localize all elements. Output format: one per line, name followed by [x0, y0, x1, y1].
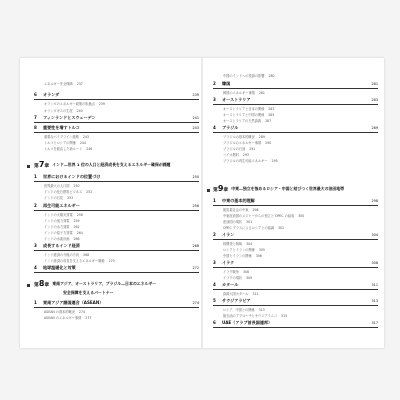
toc-entry-text: 中東産油国のメジャーからの独立と OPEC の結成 — [223, 214, 295, 218]
toc-entry-text: インドの太陽光発電 — [44, 213, 73, 217]
toc-entry — [213, 158, 378, 163]
toc-entry-page: 264 — [76, 231, 83, 235]
section-number: 8 — [34, 125, 37, 130]
toc-section — [34, 92, 199, 100]
toc-entry-page: 283 — [268, 107, 275, 111]
toc-entry-text: インドの水素計画 — [44, 237, 70, 241]
chapter-title-line2: 安全保障を支えるパートナー — [63, 290, 114, 295]
section-title: イラン — [222, 232, 235, 237]
toc-entry-page: 290 — [265, 141, 272, 145]
toc-entry-page: 301 — [246, 220, 253, 224]
section-page: 274 — [192, 301, 199, 305]
section-page: 241 — [192, 116, 199, 120]
section-page: 304 — [371, 233, 378, 237]
toc-entry-page: 239 — [98, 102, 105, 106]
toc-entry — [213, 73, 378, 78]
section-title: オランダ — [43, 92, 60, 97]
section-number: 2 — [213, 81, 216, 86]
toc-entry — [34, 195, 199, 200]
toc-entry-text: ロシアとイランの関係 — [223, 248, 255, 252]
toc-entry-text: ブラジルの再生可能エネルギー — [223, 159, 268, 163]
toc-section — [213, 97, 378, 105]
toc-entry-text: インドの原子力発電 — [44, 231, 73, 235]
toc-entry-text: 脱炭素社会の中東 — [223, 208, 249, 212]
toc-entry — [34, 252, 199, 257]
toc-entry — [213, 152, 378, 157]
section-number: 4 — [34, 265, 37, 270]
toc-entry — [213, 134, 378, 139]
toc-entry-text: インド経済の成長を支えるエネルギー戦略 — [44, 259, 105, 263]
toc-entry — [34, 212, 199, 217]
section-title: オーストラリア — [222, 97, 251, 102]
toc-section — [34, 265, 199, 273]
toc-section — [213, 298, 378, 306]
toc-entry-text: ロシア、中国との関係 — [223, 308, 255, 312]
toc-entry-page: 315 — [281, 314, 288, 318]
toc-entry-page: 300 — [298, 214, 305, 218]
toc-entry-text: インド経済の今後の方向 — [44, 253, 80, 257]
toc-entry-text: インドの化石燃料ビジネス — [44, 190, 83, 194]
section-number: 3 — [213, 97, 216, 102]
toc-entry — [213, 275, 378, 280]
toc-entry — [34, 108, 199, 113]
toc-entry-text: 韓国のエネルギー事情 — [223, 91, 255, 95]
toc-entry — [34, 183, 199, 188]
section-title: 再生可能エネルギー — [43, 203, 80, 208]
toc-entry-text: トルコとロシアの関係 — [44, 141, 76, 145]
toc-entry — [213, 140, 378, 145]
toc-entry-page: 298 — [252, 208, 259, 212]
toc-entry — [34, 81, 199, 86]
section-page: 283 — [371, 98, 378, 102]
section-number: 1 — [213, 198, 216, 203]
chapter-label: 第7章 — [34, 160, 50, 169]
section-title: ブラジル — [222, 125, 239, 130]
section-title: UAE（アラブ首長国連邦） — [222, 320, 273, 325]
toc-entry-page: 266 — [73, 237, 80, 241]
toc-entry-text: 世界最大の人口国 — [44, 184, 70, 188]
section-title: 世界におけるインドの位置づけ — [43, 174, 101, 179]
toc-entry — [34, 230, 199, 235]
toc-entry — [213, 225, 378, 230]
left-page — [34, 58, 204, 348]
section-page: 298 — [371, 199, 378, 203]
toc-section — [213, 282, 378, 290]
toc-entry-page: 306 — [255, 254, 262, 258]
toc-entry-text: ブラジルの基本的概況 — [223, 135, 255, 139]
section-title: イラク — [222, 260, 235, 265]
toc-entry-page: 240 — [76, 109, 83, 113]
toc-section — [34, 243, 199, 251]
toc-entry-text: ASEAN のエネルギー事情 — [44, 316, 82, 320]
toc-entry-page: 253 — [67, 196, 74, 200]
section-title: 地球温暖化と対策 — [43, 265, 76, 270]
section-number: 4 — [213, 125, 216, 130]
toc-entry — [34, 236, 199, 241]
toc-entry-text: エネルギー安全保障 — [44, 82, 73, 86]
section-page: 313 — [371, 299, 378, 303]
toc-entry — [213, 269, 378, 274]
section-page: 256 — [192, 204, 199, 208]
chapter-title: インド―世界 1 位の人口と経済成長を支えるエネルギー確保が課題 — [52, 161, 171, 167]
section-page: 281 — [371, 82, 378, 86]
toc-entry — [34, 315, 199, 320]
toc-entry-text: 脱石油のアプローチとサウジアラムコ — [223, 314, 278, 318]
toc-entry-text: 中国のインドへの投資の影響 — [223, 74, 265, 78]
toc-entry — [34, 140, 199, 145]
toc-entry-text: 中国とイランの関係 — [223, 254, 252, 258]
toc-entry-page: 291 — [249, 147, 256, 151]
toc-entry-page: 287 — [265, 119, 272, 123]
toc-entry-text: 産油国の現状 — [223, 220, 243, 224]
toc-entry-text: インドの風力発電 — [44, 219, 70, 223]
toc-entry — [34, 146, 199, 151]
toc-entry-text: ブラジルの石油 — [223, 147, 246, 151]
toc-entry — [213, 213, 378, 218]
section-title: サウジアラビア — [222, 298, 251, 303]
section-number: 1 — [34, 300, 37, 305]
toc-entry-text: オーストラリアの天然資源 — [223, 119, 262, 123]
section-title: 東南アジア諸国連合（ASEAN） — [43, 300, 104, 305]
toc-entry-page: 256 — [76, 213, 83, 217]
section-title: 韓国 — [222, 81, 231, 86]
section-page: 243 — [192, 126, 199, 130]
section-number: 1 — [34, 174, 37, 179]
toc-entry-page: 289 — [258, 135, 265, 139]
toc-entry-page: 243 — [82, 135, 89, 139]
toc-entry-text: オーストラリアと日本の関係 — [223, 107, 265, 111]
toc-entry — [213, 307, 378, 312]
toc-section — [213, 81, 378, 89]
toc-section — [34, 115, 199, 123]
toc-entry-page: 309 — [246, 276, 253, 280]
section-page: 289 — [371, 126, 378, 130]
toc-entry-page: 259 — [73, 219, 80, 223]
toc-entry-text: 重要なパイプライン経路 — [44, 135, 79, 139]
toc-section — [34, 203, 199, 211]
section-title: フィンランドとスウェーデン — [43, 115, 96, 120]
section-number: 3 — [34, 243, 37, 248]
toc-entry-text: インドの石炭 — [44, 196, 64, 200]
section-number: 6 — [213, 320, 216, 325]
section-page: 239 — [192, 93, 199, 97]
toc-entry-page: 311 — [252, 292, 259, 296]
toc-entry-text: ブラジルのエネルギー事情 — [223, 141, 262, 145]
toc-section — [213, 198, 378, 206]
toc-section — [34, 174, 199, 182]
toc-entry — [34, 134, 199, 139]
toc-entry-text: イラクの現状 — [223, 276, 243, 280]
chapter-heading — [34, 160, 202, 169]
toc-entry — [213, 146, 378, 151]
toc-entry — [213, 112, 378, 117]
toc-entry-page: 313 — [258, 308, 265, 312]
toc-entry — [213, 313, 378, 318]
chapter-heading — [34, 279, 202, 288]
toc-entry — [34, 101, 199, 106]
chapter-label: 第8章 — [34, 279, 50, 288]
toc-section — [213, 320, 378, 328]
toc-entry — [34, 218, 199, 223]
toc-entry — [213, 118, 378, 123]
chapter-marker — [27, 284, 30, 287]
toc-entry — [34, 224, 199, 229]
toc-entry — [34, 189, 199, 194]
book-spread — [20, 58, 384, 348]
toc-entry-page: 237 — [76, 82, 83, 86]
toc-section — [213, 125, 378, 133]
section-number: 5 — [213, 298, 216, 303]
toc-entry-page: 308 — [242, 270, 250, 274]
toc-entry-page: 252 — [86, 190, 93, 194]
toc-entry-page: 268 — [83, 253, 90, 257]
toc-entry-text: オランダのエネルギー政策の転換点 — [44, 102, 95, 106]
toc-entry-text: オーストラリアと中国の関係 — [223, 113, 265, 117]
chapter-label: 第9章 — [213, 184, 229, 193]
toc-section — [213, 232, 378, 240]
toc-section — [34, 125, 199, 133]
toc-entry-page: 285 — [268, 113, 275, 117]
toc-entry — [213, 207, 378, 212]
section-page: 308 — [371, 261, 378, 265]
toc-entry — [213, 219, 378, 224]
toc-entry — [34, 309, 199, 314]
chapter-marker — [27, 165, 30, 168]
right-page — [213, 58, 383, 348]
toc-entry — [213, 106, 378, 111]
toc-entry-page: 295 — [271, 159, 278, 163]
section-number: 2 — [34, 203, 37, 208]
toc-entry — [213, 90, 378, 95]
section-number: 6 — [34, 92, 37, 97]
toc-entry — [213, 241, 378, 246]
chapter-heading — [213, 184, 381, 193]
toc-entry-page: 281 — [258, 91, 265, 95]
section-page: 311 — [371, 283, 378, 287]
section-number: 4 — [213, 282, 216, 287]
toc-entry-text: バイオ燃料 — [223, 153, 239, 157]
section-number: 3 — [213, 260, 216, 265]
toc-entry-page: 262 — [73, 225, 80, 229]
section-title: 中東の基本的理解 — [222, 198, 255, 203]
section-number: 7 — [34, 115, 37, 120]
toc-entry-text: ASEAN の基本的概況 — [44, 310, 75, 314]
toc-entry-text: オランダガスの生産 — [44, 109, 73, 113]
toc-entry-text: インドの水力発電 — [44, 225, 70, 229]
section-page: 317 — [371, 321, 378, 325]
toc-entry-page: 280 — [268, 74, 275, 78]
section-page: 268 — [192, 244, 199, 248]
section-page: 272 — [192, 266, 199, 270]
toc-section — [213, 260, 378, 268]
toc-entry — [34, 258, 199, 263]
toc-entry-text: 資源大国カタール — [223, 292, 249, 296]
section-title: カタール — [222, 282, 239, 287]
toc-entry-page: 250 — [73, 184, 80, 188]
toc-section — [34, 300, 199, 308]
chapter-title: 中東―独立を強めるロシア・中国と結びつく世界最大の油田地帯 — [231, 185, 345, 191]
section-title: 成長するインド経済 — [43, 243, 80, 248]
toc-entry-text: トルコを経由した新ルート — [44, 147, 83, 151]
toc-entry-page: 274 — [78, 310, 86, 314]
toc-entry-page: 277 — [85, 316, 92, 320]
section-number: 2 — [213, 232, 216, 237]
toc-entry — [213, 253, 378, 258]
toc-entry-text: OPEC プラスによるロシアとの協調 — [223, 226, 275, 230]
section-page: 250 — [192, 175, 199, 179]
chapter-title: 東南アジア、オーストラリア、ブラジル―日本のエネルギー — [52, 280, 157, 286]
toc-entry-page: 305 — [258, 248, 265, 252]
toc-entry-page: 244 — [79, 141, 86, 145]
toc-entry-text: 核開発と制裁 — [223, 242, 243, 246]
section-title: 重要性を増すトルコ — [43, 125, 80, 130]
toc-entry-page: 302 — [278, 226, 285, 230]
toc-entry — [213, 247, 378, 252]
chapter-marker — [207, 189, 210, 192]
toc-entry — [213, 291, 378, 296]
toc-entry-text: イラク戦争 — [223, 270, 239, 274]
toc-entry-page: 270 — [108, 259, 115, 263]
toc-entry-page: 246 — [86, 147, 93, 151]
toc-entry-page: 304 — [246, 242, 253, 246]
toc-entry-page: 293 — [242, 153, 249, 157]
